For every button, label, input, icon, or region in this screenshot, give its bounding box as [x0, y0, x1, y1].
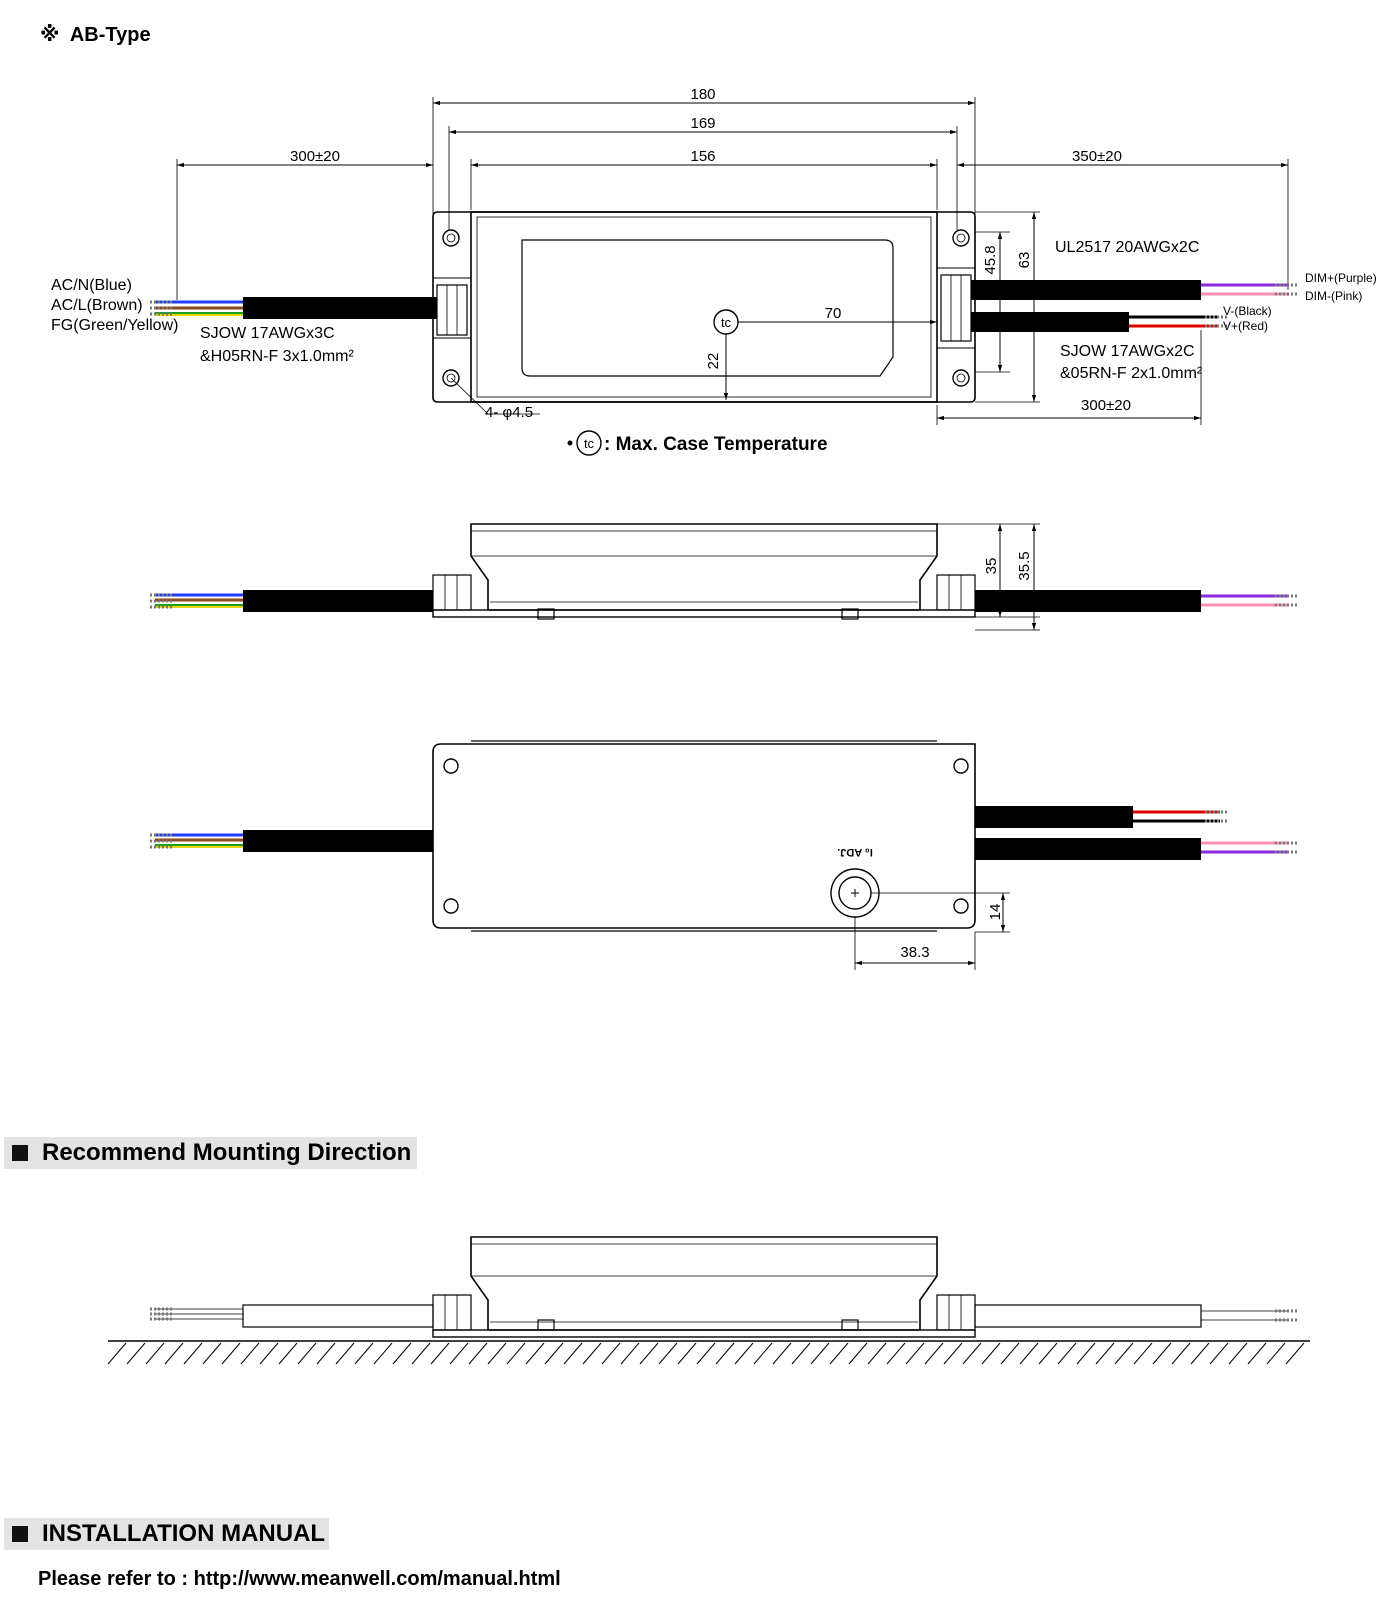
bottom-cables — [150, 806, 1298, 860]
ground-hatch — [108, 1343, 1304, 1364]
mounting-hole — [444, 899, 458, 913]
hatch-line — [526, 1343, 544, 1364]
hatch-line — [640, 1343, 658, 1364]
mounting-hole — [954, 759, 968, 773]
tc-note: : Max. Case Temperature — [604, 434, 828, 455]
hatch-line — [279, 1343, 297, 1364]
dim-cable-top — [971, 280, 1298, 300]
hatch-line — [507, 1343, 525, 1364]
holes-label: 4- φ4.5 — [485, 404, 534, 421]
mounting-flange — [433, 610, 975, 617]
hatch-line — [830, 1343, 848, 1364]
hatch-line — [906, 1343, 924, 1364]
case-side — [471, 524, 937, 610]
reference-mark: ※ — [40, 24, 60, 46]
mounting-section-title: Recommend Mounting Direction — [42, 1139, 412, 1166]
hatch-line — [1210, 1343, 1228, 1364]
out-wire-minus: V-(Black) — [1223, 304, 1272, 318]
input-cable-spec-1: SJOW 17AWGx3C — [200, 325, 335, 342]
hatch-line — [336, 1343, 354, 1364]
hatch-line — [393, 1343, 411, 1364]
hatch-line — [1172, 1343, 1190, 1364]
hatch-line — [431, 1343, 449, 1364]
dim-wire-plus: DIM+(Purple) — [1305, 271, 1377, 285]
input-wire-fg: FG(Green/Yellow) — [51, 317, 179, 334]
dim-wire-minus: DIM-(Pink) — [1305, 289, 1363, 303]
dim-22-label: 22 — [705, 352, 722, 370]
hatch-line — [792, 1343, 810, 1364]
hatch-line — [925, 1343, 943, 1364]
hatch-line — [811, 1343, 829, 1364]
dim-38-3-label: 38.3 — [900, 944, 930, 961]
section-square-icon — [12, 1526, 28, 1542]
hatch-line — [1096, 1343, 1114, 1364]
hatch-line — [1267, 1343, 1285, 1364]
hatch-line — [963, 1343, 981, 1364]
hatch-line — [222, 1343, 240, 1364]
hatch-line — [1191, 1343, 1209, 1364]
dim-35-label: 35 — [983, 557, 1000, 575]
mounting-section-header — [4, 1137, 417, 1169]
tc-symbol-label: tc — [720, 315, 732, 330]
hatch-line — [716, 1343, 734, 1364]
hatch-line — [298, 1343, 316, 1364]
side-cables — [150, 590, 1298, 612]
hatch-line — [184, 1343, 202, 1364]
dim-300-left-label: 300±20 — [290, 148, 340, 165]
hatch-line — [1286, 1343, 1304, 1364]
hatch-line — [583, 1343, 601, 1364]
case-bottom — [433, 744, 975, 928]
dim-156-label: 156 — [690, 148, 716, 165]
hatch-line — [1058, 1343, 1076, 1364]
tc-legend-symbol: tc — [583, 436, 595, 451]
hatch-line — [355, 1343, 373, 1364]
mounting-view — [108, 1237, 1310, 1341]
hatch-line — [659, 1343, 677, 1364]
mounting-wire-ends — [150, 1309, 1298, 1320]
input-wire-n: AC/N(Blue) — [51, 277, 132, 294]
hatch-line — [374, 1343, 392, 1364]
hatch-line — [773, 1343, 791, 1364]
hatch-line — [1229, 1343, 1247, 1364]
cable-gland-right — [941, 275, 971, 341]
manual-reference: Please refer to : http://www.meanwell.com/manual.html — [38, 1568, 561, 1590]
installation-section-header — [4, 1518, 329, 1550]
dim-cable-spec: UL2517 20AWGx2C — [1055, 239, 1200, 256]
mounting-hole — [443, 230, 459, 246]
hatch-line — [887, 1343, 905, 1364]
dim-70-label: 70 — [824, 305, 842, 322]
hatch-line — [1248, 1343, 1266, 1364]
output-cable-top — [971, 312, 1228, 332]
hatch-line — [203, 1343, 221, 1364]
dim-35-5-label: 35.5 — [1016, 551, 1033, 581]
output-cable-spec-1: SJOW 17AWGx2C — [1060, 343, 1195, 360]
hatch-line — [545, 1343, 563, 1364]
dim-300-right-label: 300±20 — [1081, 397, 1131, 414]
side-view — [433, 524, 1040, 630]
gland-side-left — [433, 575, 471, 610]
gland-side-right — [937, 575, 975, 610]
installation-section-title: INSTALLATION MANUAL — [42, 1520, 326, 1547]
hatch-line — [1001, 1343, 1019, 1364]
hatch-line — [260, 1343, 278, 1364]
hatch-line — [488, 1343, 506, 1364]
hatch-line — [317, 1343, 335, 1364]
input-wire-l: AC/L(Brown) — [51, 297, 143, 314]
hatch-line — [450, 1343, 468, 1364]
mounting-hole — [953, 370, 969, 386]
out-wire-plus: V+(Red) — [1223, 319, 1269, 333]
output-cable-spec-2: &05RN-F 2x1.0mm² — [1060, 365, 1203, 382]
hatch-line — [697, 1343, 715, 1364]
hatch-line — [602, 1343, 620, 1364]
hatch-line — [1153, 1343, 1171, 1364]
dim-169-label: 169 — [690, 115, 716, 132]
case-mounted — [471, 1237, 937, 1330]
bottom-view — [433, 741, 1010, 970]
hatch-line — [849, 1343, 867, 1364]
dim-63-label: 63 — [1016, 251, 1033, 269]
output-cable-outline — [975, 1305, 1201, 1327]
hatch-line — [165, 1343, 183, 1364]
hatch-line — [412, 1343, 430, 1364]
input-cable-top — [150, 297, 437, 319]
hatch-line — [1134, 1343, 1152, 1364]
section-square-icon — [12, 1145, 28, 1161]
hatch-line — [146, 1343, 164, 1364]
input-cable-outline — [243, 1305, 433, 1327]
hatch-line — [735, 1343, 753, 1364]
dim-180-label: 180 — [690, 86, 716, 103]
hatch-line — [1039, 1343, 1057, 1364]
hatch-line — [678, 1343, 696, 1364]
hatch-line — [868, 1343, 886, 1364]
dim-14-label: 14 — [987, 903, 1004, 921]
hatch-line — [621, 1343, 639, 1364]
mounting-hole — [954, 899, 968, 913]
adj-label: I₀ ADJ. — [837, 846, 873, 858]
hatch-line — [1115, 1343, 1133, 1364]
hatch-line — [127, 1343, 145, 1364]
mounting-hole — [953, 230, 969, 246]
hatch-line — [1020, 1343, 1038, 1364]
cable-gland-left — [437, 285, 467, 335]
hatch-line — [564, 1343, 582, 1364]
dim-350-right-label: 350±20 — [1072, 148, 1122, 165]
hatch-line — [469, 1343, 487, 1364]
hatch-line — [944, 1343, 962, 1364]
hatch-line — [754, 1343, 772, 1364]
dim-45-8-label: 45.8 — [982, 245, 999, 275]
hatch-line — [1077, 1343, 1095, 1364]
hatch-line — [241, 1343, 259, 1364]
input-cable-spec-2: &H05RN-F 3x1.0mm² — [200, 348, 354, 365]
hatch-line — [982, 1343, 1000, 1364]
type-label: AB-Type — [69, 24, 151, 46]
hatch-line — [108, 1343, 126, 1364]
mounting-hole — [444, 759, 458, 773]
